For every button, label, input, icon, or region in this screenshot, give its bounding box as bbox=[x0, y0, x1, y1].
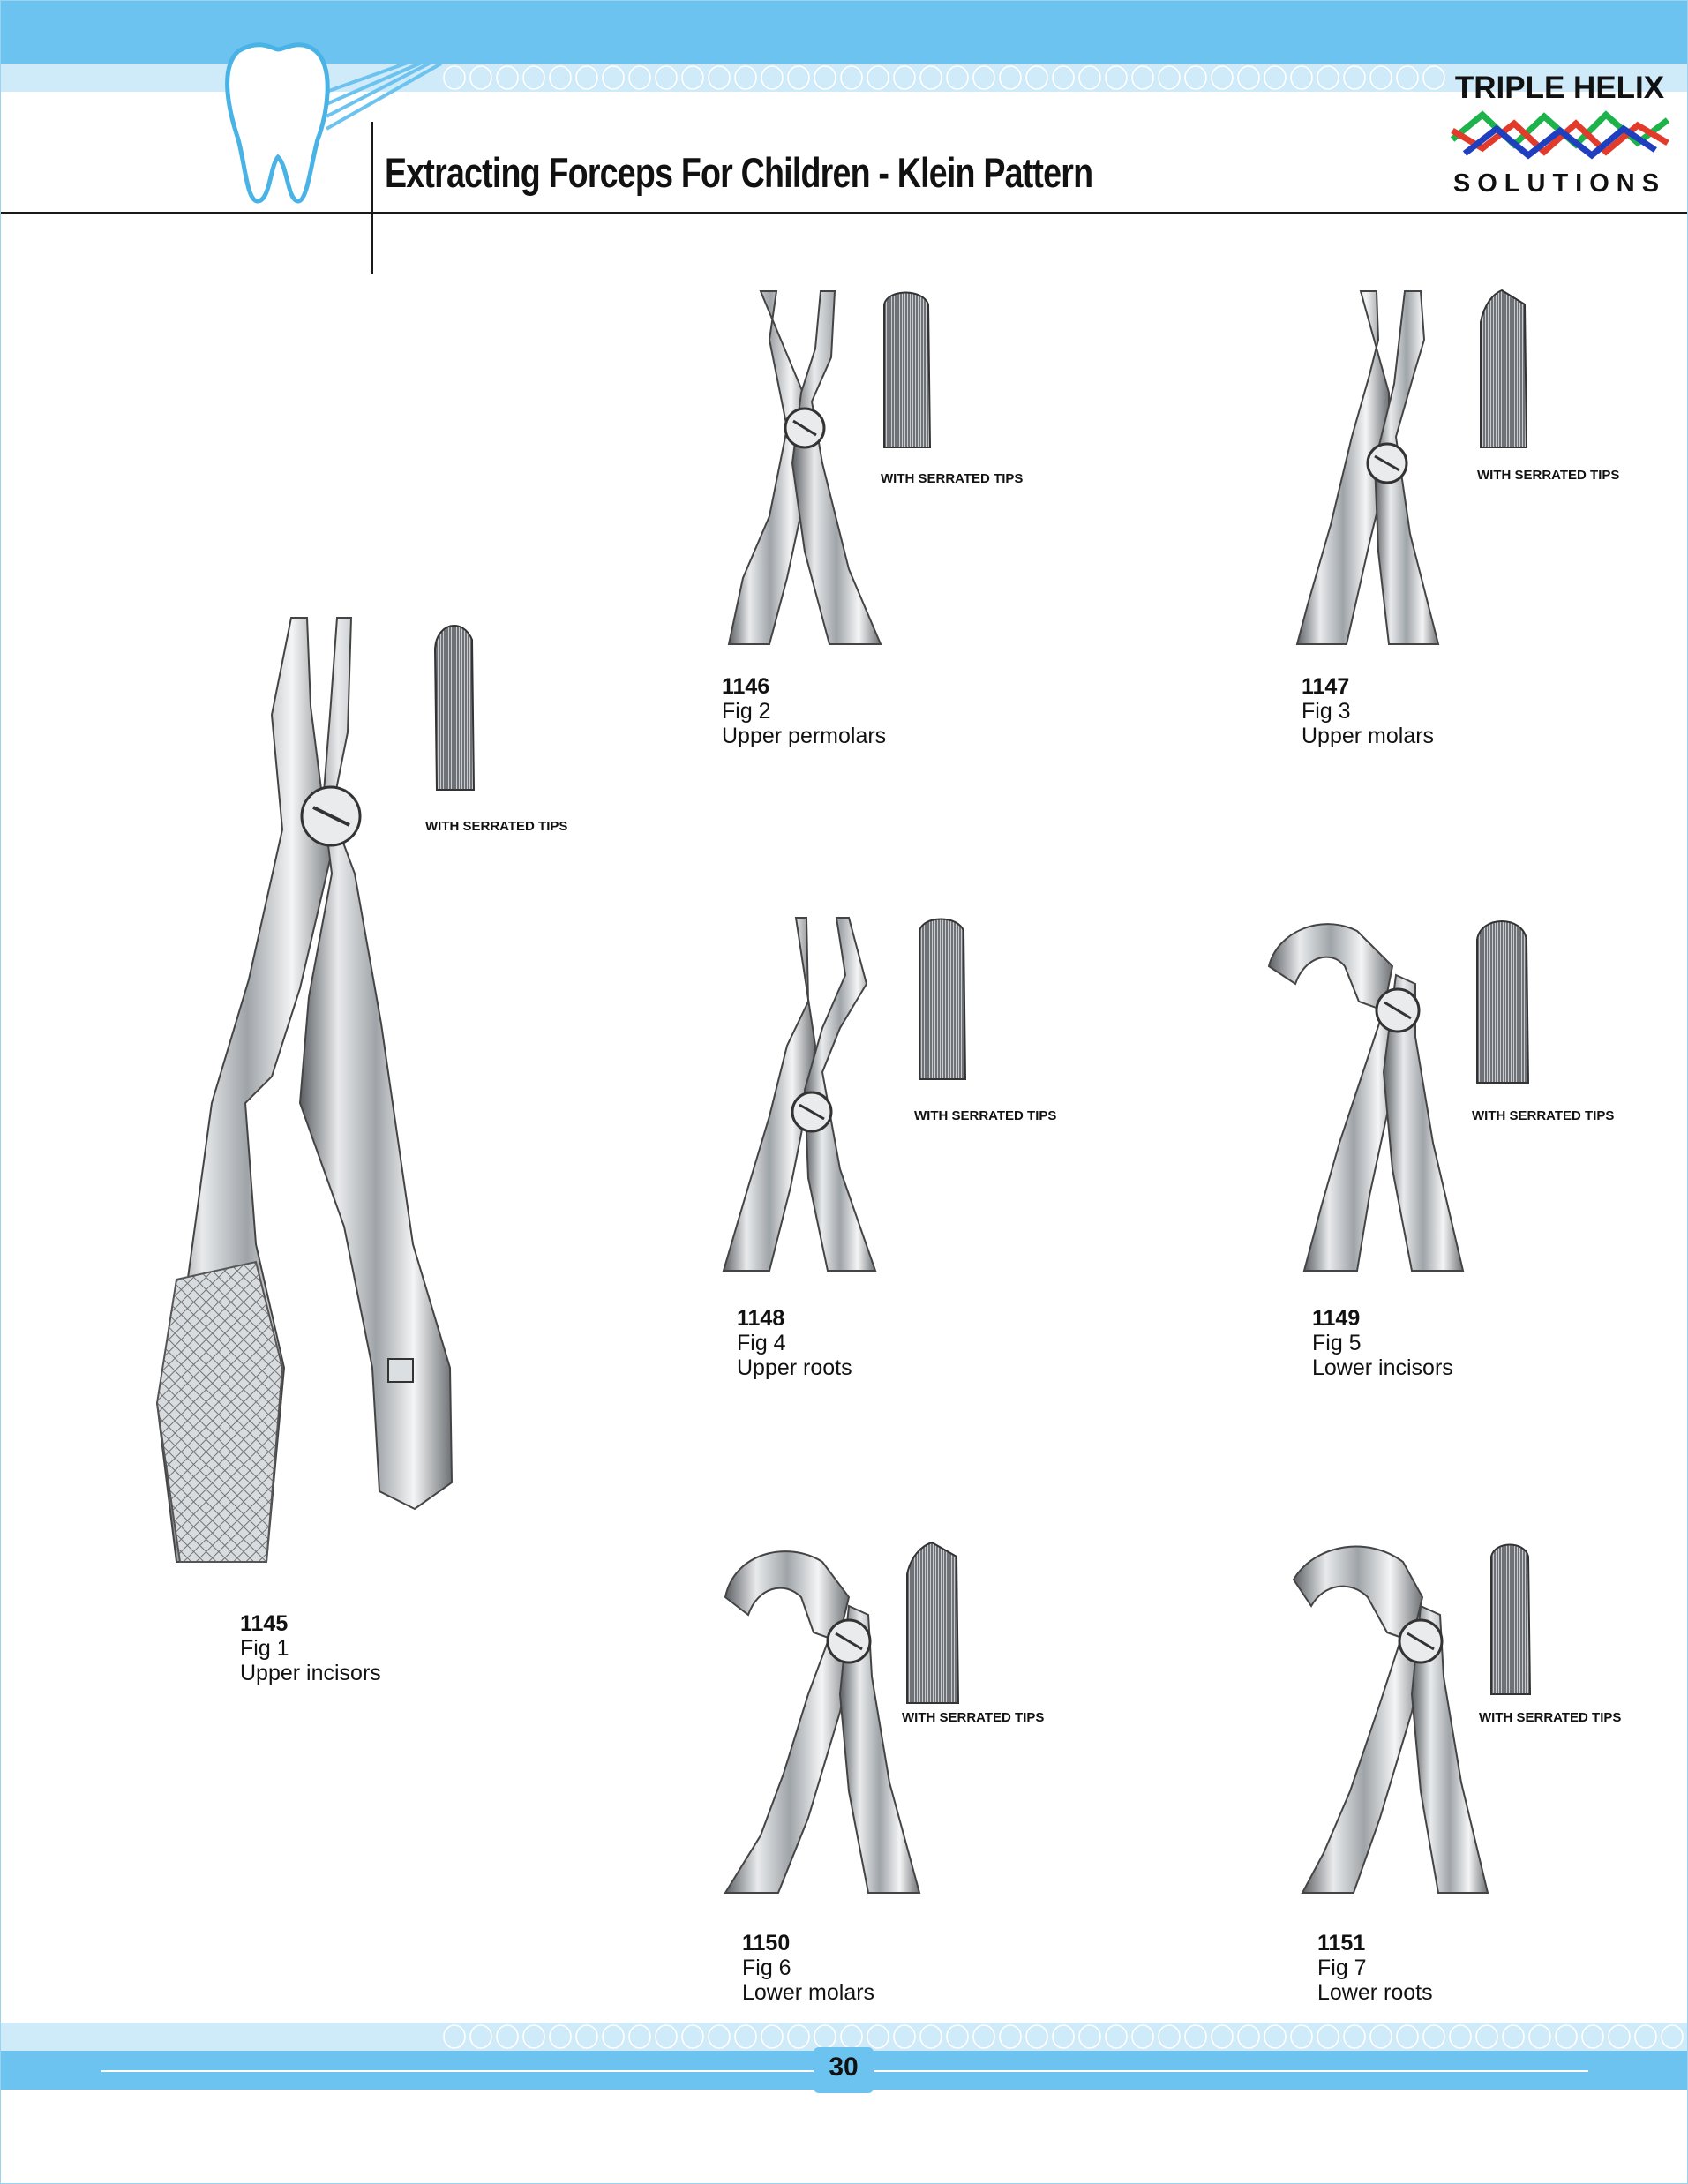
product-description: Lower molars bbox=[742, 1980, 875, 2005]
serrated-tip-image-1146 bbox=[879, 287, 934, 450]
forceps-image-1146 bbox=[716, 287, 893, 649]
product-description: Lower roots bbox=[1317, 1980, 1433, 2005]
product-figure: Fig 7 bbox=[1317, 1955, 1367, 1980]
decorative-circle-pattern bbox=[441, 64, 1447, 92]
serrated-tip-image-1145 bbox=[428, 613, 481, 799]
serrated-tip-image-1149 bbox=[1472, 913, 1534, 1085]
product-description: Upper incisors bbox=[240, 1661, 381, 1685]
decorative-stripes bbox=[326, 60, 450, 131]
product-description: Lower incisors bbox=[1312, 1355, 1453, 1380]
product-description: Upper permolars bbox=[722, 724, 887, 748]
serrated-tip-image-1150 bbox=[902, 1539, 964, 1707]
page-title: Extracting Forceps For Children - Klein Pattern bbox=[385, 149, 1093, 196]
tip-label-1151: WITH SERRATED TIPS bbox=[1479, 1710, 1622, 1725]
brand-name-bottom: SOLUTIONS bbox=[1452, 169, 1667, 198]
product-figure: Fig 5 bbox=[1312, 1331, 1362, 1355]
product-caption-1148 bbox=[737, 1306, 852, 1380]
product-figure: Fig 1 bbox=[240, 1636, 289, 1661]
product-code: 1151 bbox=[1317, 1931, 1366, 1955]
triple-helix-logo bbox=[1447, 104, 1672, 168]
product-code: 1148 bbox=[737, 1306, 785, 1331]
forceps-image-1150 bbox=[716, 1535, 928, 1897]
product-caption-1146 bbox=[722, 674, 886, 748]
forceps-image-1151 bbox=[1288, 1535, 1500, 1897]
serrated-tip-image-1151 bbox=[1486, 1539, 1535, 1698]
product-figure: Fig 6 bbox=[742, 1955, 791, 1980]
forceps-image-1145 bbox=[150, 609, 468, 1580]
title-divider bbox=[371, 122, 373, 274]
tip-label-1147: WITH SERRATED TIPS bbox=[1477, 468, 1620, 483]
forceps-image-1147 bbox=[1290, 287, 1467, 649]
product-code: 1147 bbox=[1302, 674, 1350, 699]
product-code: 1145 bbox=[240, 1611, 289, 1636]
forceps-image-1149 bbox=[1260, 913, 1489, 1275]
serrated-tip-image-1148 bbox=[914, 913, 969, 1081]
tip-label-1149: WITH SERRATED TIPS bbox=[1472, 1108, 1615, 1123]
serrated-tip-image-1147 bbox=[1475, 287, 1530, 450]
product-figure: Fig 4 bbox=[737, 1331, 786, 1355]
product-description: Upper molars bbox=[1302, 724, 1435, 748]
product-code: 1149 bbox=[1312, 1306, 1361, 1331]
product-code: 1150 bbox=[742, 1931, 791, 1955]
product-caption-1151 bbox=[1317, 1931, 1433, 2005]
product-figure: Fig 2 bbox=[722, 699, 771, 724]
tip-label-1148: WITH SERRATED TIPS bbox=[914, 1108, 1057, 1123]
decorative-circle-pattern bbox=[441, 2023, 1685, 2051]
tip-label-1146: WITH SERRATED TIPS bbox=[881, 471, 1024, 486]
page-number: 30 bbox=[829, 2053, 859, 2082]
header-rule bbox=[0, 212, 1688, 214]
product-caption-1150 bbox=[742, 1931, 874, 2005]
tooth-icon bbox=[212, 34, 335, 210]
product-caption-1147 bbox=[1302, 674, 1434, 748]
product-code: 1146 bbox=[722, 674, 770, 699]
product-caption-1145 bbox=[240, 1611, 381, 1685]
tip-label-1150: WITH SERRATED TIPS bbox=[902, 1710, 1045, 1725]
product-description: Upper roots bbox=[737, 1355, 852, 1380]
forceps-image-1148 bbox=[716, 913, 893, 1275]
product-caption-1149 bbox=[1312, 1306, 1453, 1380]
brand-name-top: TRIPLE HELIX bbox=[1454, 71, 1665, 105]
product-figure: Fig 3 bbox=[1302, 699, 1351, 724]
tip-label-1145: WITH SERRATED TIPS bbox=[425, 819, 568, 834]
